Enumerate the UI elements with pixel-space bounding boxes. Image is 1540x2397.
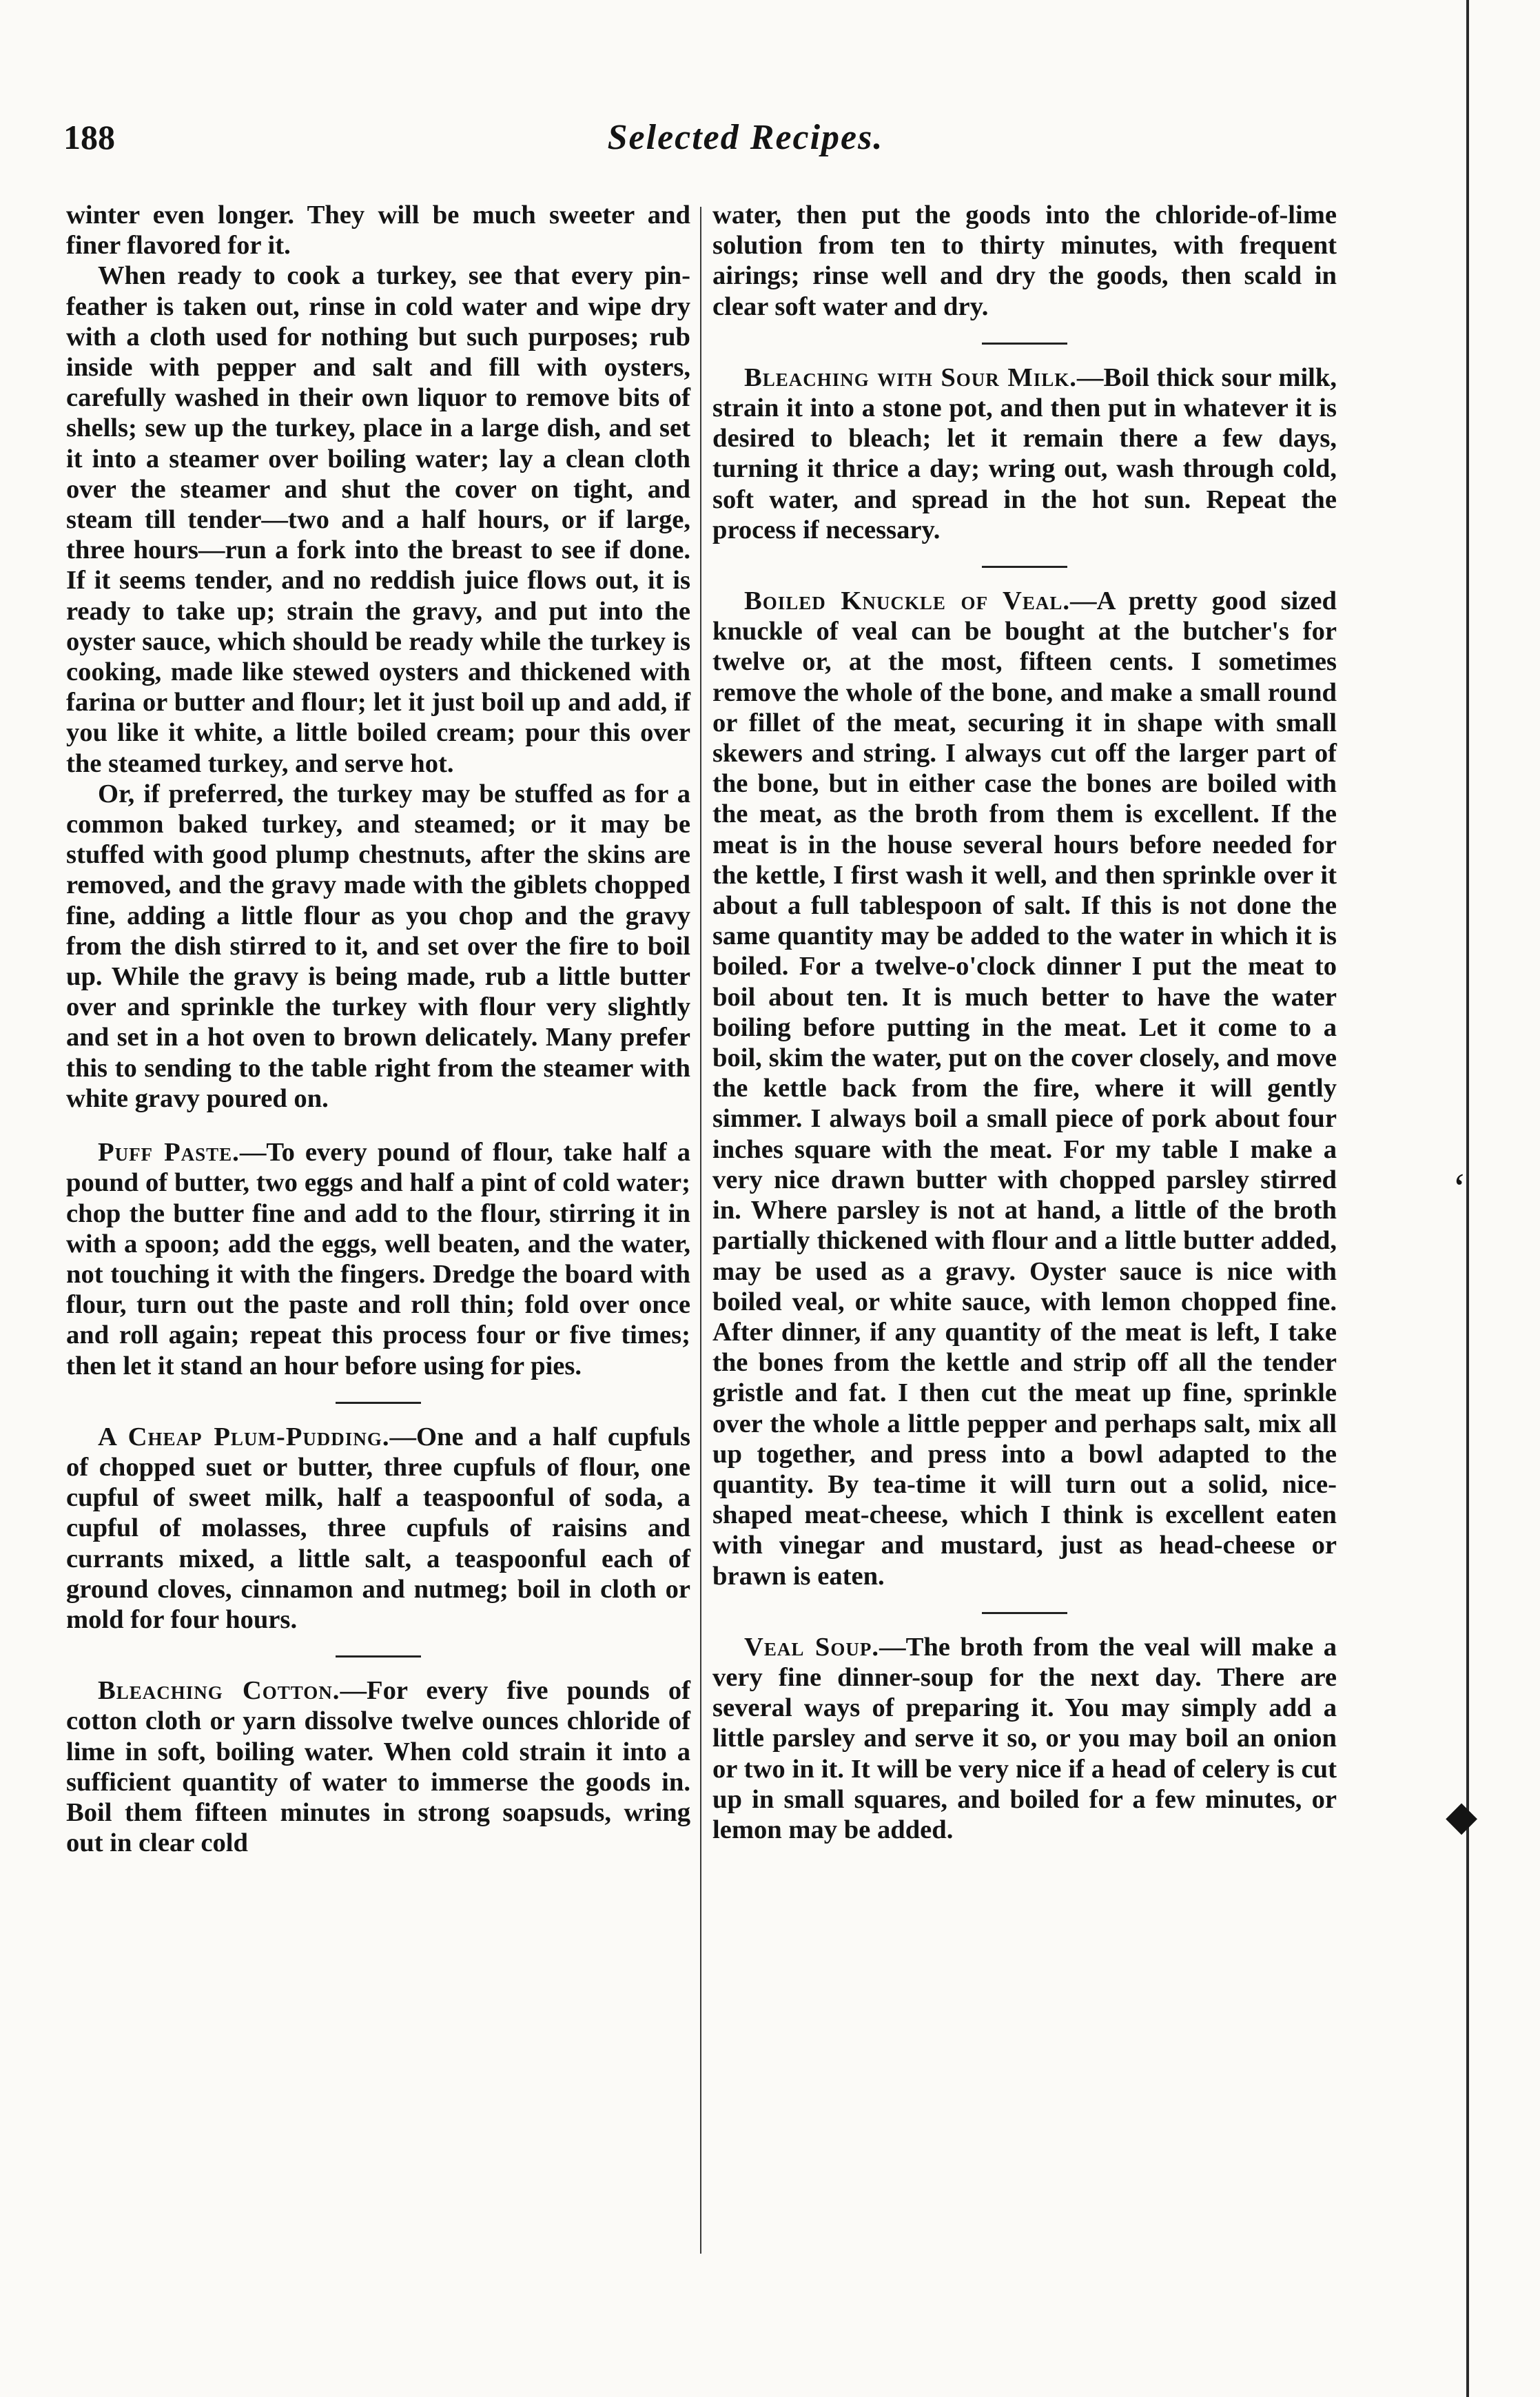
recipe-veal-soup	[712, 1632, 1337, 1845]
paragraph-steamed-turkey: When ready to cook a turkey, see that every pin-feather is taken out, rinse in cold water and wipe dry with a cloth used for nothing but such purposes; rub inside with pepper and salt and fill with oysters, carefully washed in their own liquor to remove bits of shells; sew up the turkey, place in a large dish, and set it into a steamer over boiling water; lay a clean cloth over the steamer and shut the cover on tight, and steam till tender—two and a half hours, or if large, three hours—run a fork into the breast to see if done. If it seems tender, and no reddish juice flows out, it is ready to take up; strain the gravy, and put into the oyster sauce, which should be ready while the turkey is cooking, made like stewed oysters and thickened with farina or butter and flour; let it just boil up and add, if you like it white, a little boiled cream; pour this over the steamed turkey, and serve hot.	[66, 261, 690, 778]
page-header	[63, 117, 1338, 172]
recipe-heading: Bleaching Cotton.	[98, 1676, 340, 1706]
section-divider	[336, 1655, 421, 1658]
section-divider	[982, 566, 1067, 568]
recipe-bleaching-cotton	[66, 1675, 690, 1858]
scan-edge-mark: ‘	[1452, 1165, 1466, 1211]
paragraph-bleaching-continued: water, then put the goods into the chloride-of-lime solution from ten to thirty minutes, with frequent airings; rinse well and dry the goods, then scald in clear soft water and dry.	[712, 201, 1337, 321]
recipe-heading: Boiled Knuckle of Veal.	[744, 586, 1071, 616]
recipe-boiled-knuckle-of-veal	[712, 586, 1337, 1591]
recipe-puff-paste	[66, 1137, 690, 1381]
left-column	[66, 200, 690, 1858]
column-divider	[700, 207, 701, 2254]
recipe-heading: A Cheap Plum-Pudding.	[98, 1422, 390, 1451]
recipe-body: —A pretty good sized knuckle of veal can be bought at the butcher's for twelve or, at the most, fifteen cents. I sometimes remove the whole of the bone, and make a small round or fillet of the meat, securing it in shape with small skewers and string. I always cut off the larger part of the bone, but in either case the bones are boiled with the meat, as the broth from them is excellent. If the meat is in the house several hours before needed for the kettle, I first wash it well, and then sprinkle over it about a full tablespoon of salt. If this is not done the same quantity may be added to the water in which it is boiled. For a twelve-o'clock dinner I put the meat to boil about ten. It is much better to have the water boiling before putting in the meat. Let it come to a boil, skim the water, put on the cover closely, and move the kettle back from the fire, where it will gently simmer. I always boil a small piece of pork about four inches square with the meat. For my table I make a very nice drawn butter with chopped parsley stirred in. Where parsley is not at hand, a little of the broth partially thickened with flour and a little butter added, may be used as a gravy. Oyster sauce is nice with boiled veal, or white sauce, with lemon chopped fine. After dinner, if any quantity of the meat is left, I take the bones from the kettle and strip off all the tender gristle and fat. I then cut the meat up fine, sprinkle over the whole a little pepper and perhaps salt, mix all up together, and press into a bowl adapted to the quantity. By tea-time it will turn out a solid, nice-shaped meat-cheese, which I think is excellent eaten with vinegar and mustard, just as head-cheese or brawn is eaten.	[712, 586, 1337, 1591]
page-number: 188	[63, 118, 115, 156]
section-divider	[982, 343, 1067, 345]
recipe-body: —For every five pounds of cotton cloth or yarn dissolve twelve ounces chloride of lime in soft, boiling water. When cold strain it into a sufficient quantity of water to immerse the goods in. Boil them fifteen minutes in strong soapsuds, wring out in clear cold	[66, 1676, 691, 1858]
section-divider	[336, 1402, 421, 1404]
recipe-heading: Puff Paste.	[98, 1138, 240, 1167]
running-title: Selected Recipes.	[607, 118, 884, 157]
recipe-heading: Veal Soup.	[744, 1632, 880, 1662]
recipe-plum-pudding	[66, 1422, 690, 1635]
paragraph-stuffed-turkey: Or, if preferred, the turkey may be stuffed as for a common baked turkey, and steamed; or it may be stuffed with good plump chestnuts, after the skins are removed, and the gravy made with the giblets chopped fine, adding a little flour as you chop and the gravy from the dish stirred to it, and set over the fire to boil up. While the gravy is being made, rub a little butter over and sprinkle the turkey with flour very slightly and set in a hot oven to brown delicately. Many prefer this to sending to the table right from the steamer with white gravy poured on.	[66, 779, 690, 1113]
paragraph-turkey-intro: winter even longer. They will be much sweeter and finer flavored for it.	[66, 201, 690, 261]
right-column	[712, 200, 1337, 1845]
recipe-body: —The broth from the veal will make a very fine dinner-soup for the next day. There are several ways of preparing it. You may simply add a little parsley and serve it so, or you may boil an onion or two in it. It will be very nice if a head of celery is cut up in small squares, and boiled for a few minutes, or lemon may be added.	[712, 1632, 1337, 1844]
recipe-body: —Boil thick sour milk, strain it into a stone pot, and then put in whatever it is desired to bleach; let it remain there a few days, turning it thrice a day; wring out, wash through cold, soft water, and spread in the hot sun. Repeat the process if necessary.	[712, 363, 1337, 544]
section-divider	[982, 1612, 1067, 1614]
scan-edge-line	[1466, 0, 1469, 2397]
scan-edge-mark: ◆	[1446, 1793, 1478, 1839]
recipe-body: —To every pound of flour, take half a pound of butter, two eggs and half a pint of cold water; chop the butter fine and add to the flour, stirring it in with a spoon; add the eggs, well beaten, and the water, not touching it with the fingers. Dredge the board with flour, turn out the paste and roll thin; fold over once and roll again; repeat this process four or five times; then let it stand an hour before using for pies.	[66, 1138, 691, 1380]
recipe-bleaching-sour-milk	[712, 363, 1337, 545]
recipe-heading: Bleaching with Sour Milk.	[744, 363, 1077, 392]
recipe-body: —One and a half cupfuls of chopped suet or butter, three cupfuls of flour, one cupful of sweet milk, half a teaspoonful of soda, a cupful of molasses, three cupfuls of raisins and currants mixed, a little salt, a teaspoonful each of ground cloves, cinnamon and nutmeg; boil in cloth or mold for four hours.	[66, 1422, 691, 1634]
